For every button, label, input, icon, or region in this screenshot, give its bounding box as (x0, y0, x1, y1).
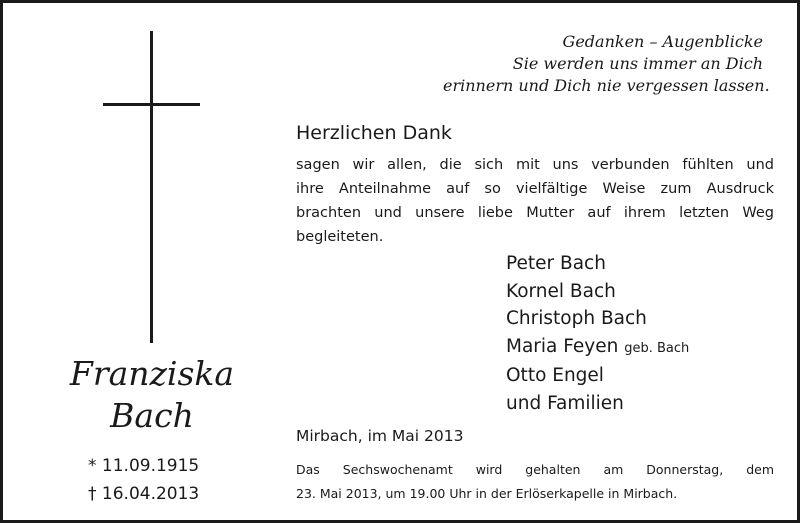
thanks-line: sagen wir allen, die sich mit uns verbunden fühlten und (296, 157, 774, 173)
deceased-last-name: Bach (110, 396, 194, 435)
mourner-name: Christoph Bach (506, 308, 647, 329)
poem-line: Sie werden uns immer an Dich (512, 54, 763, 73)
service-line: 23. Mai 2013, um 19.00 Uhr in der Erlöserkapelle in Mirbach. (296, 486, 678, 501)
memorial-service-info (296, 458, 774, 506)
death-date: † 16.04.2013 (88, 484, 200, 504)
mourners-list (506, 250, 689, 417)
cross-horizontal-bar (103, 103, 200, 106)
life-dates (88, 452, 199, 508)
mourner-name: und Familien (506, 392, 624, 414)
deceased-name (43, 353, 261, 437)
maiden-name-note: geb. Bach (624, 340, 690, 356)
mourner-name: Kornel Bach (506, 280, 616, 302)
mourner-name: Maria Feyen (506, 335, 619, 357)
service-line: Das Sechswochenamt wird gehalten am Donnerstag, dem (296, 462, 774, 477)
thanks-heading: Herzlichen Dank (296, 122, 452, 144)
poem-line: Gedanken – Augenblicke (562, 32, 763, 51)
mourner-name-with-note (506, 333, 689, 363)
poem-verse (443, 31, 770, 97)
poem-line: erinnern und Dich nie vergessen lassen. (443, 76, 770, 95)
thanks-text (296, 153, 774, 249)
mourner-name: Peter Bach (506, 253, 606, 274)
birth-date: * 11.09.1915 (88, 456, 200, 476)
mourner-name: Otto Engel (506, 365, 604, 386)
thanks-line: begleiteten. (296, 229, 384, 245)
thanks-line: brachten und unsere liebe Mutter auf ihrem letzten Weg (296, 205, 774, 221)
cross-vertical-bar (150, 31, 153, 343)
thanks-line: ihre Anteilnahme auf so vielfältige Weise zum Ausdruck (296, 181, 774, 197)
deceased-first-name: Franziska (69, 354, 235, 393)
place-and-date: Mirbach, im Mai 2013 (296, 427, 464, 445)
